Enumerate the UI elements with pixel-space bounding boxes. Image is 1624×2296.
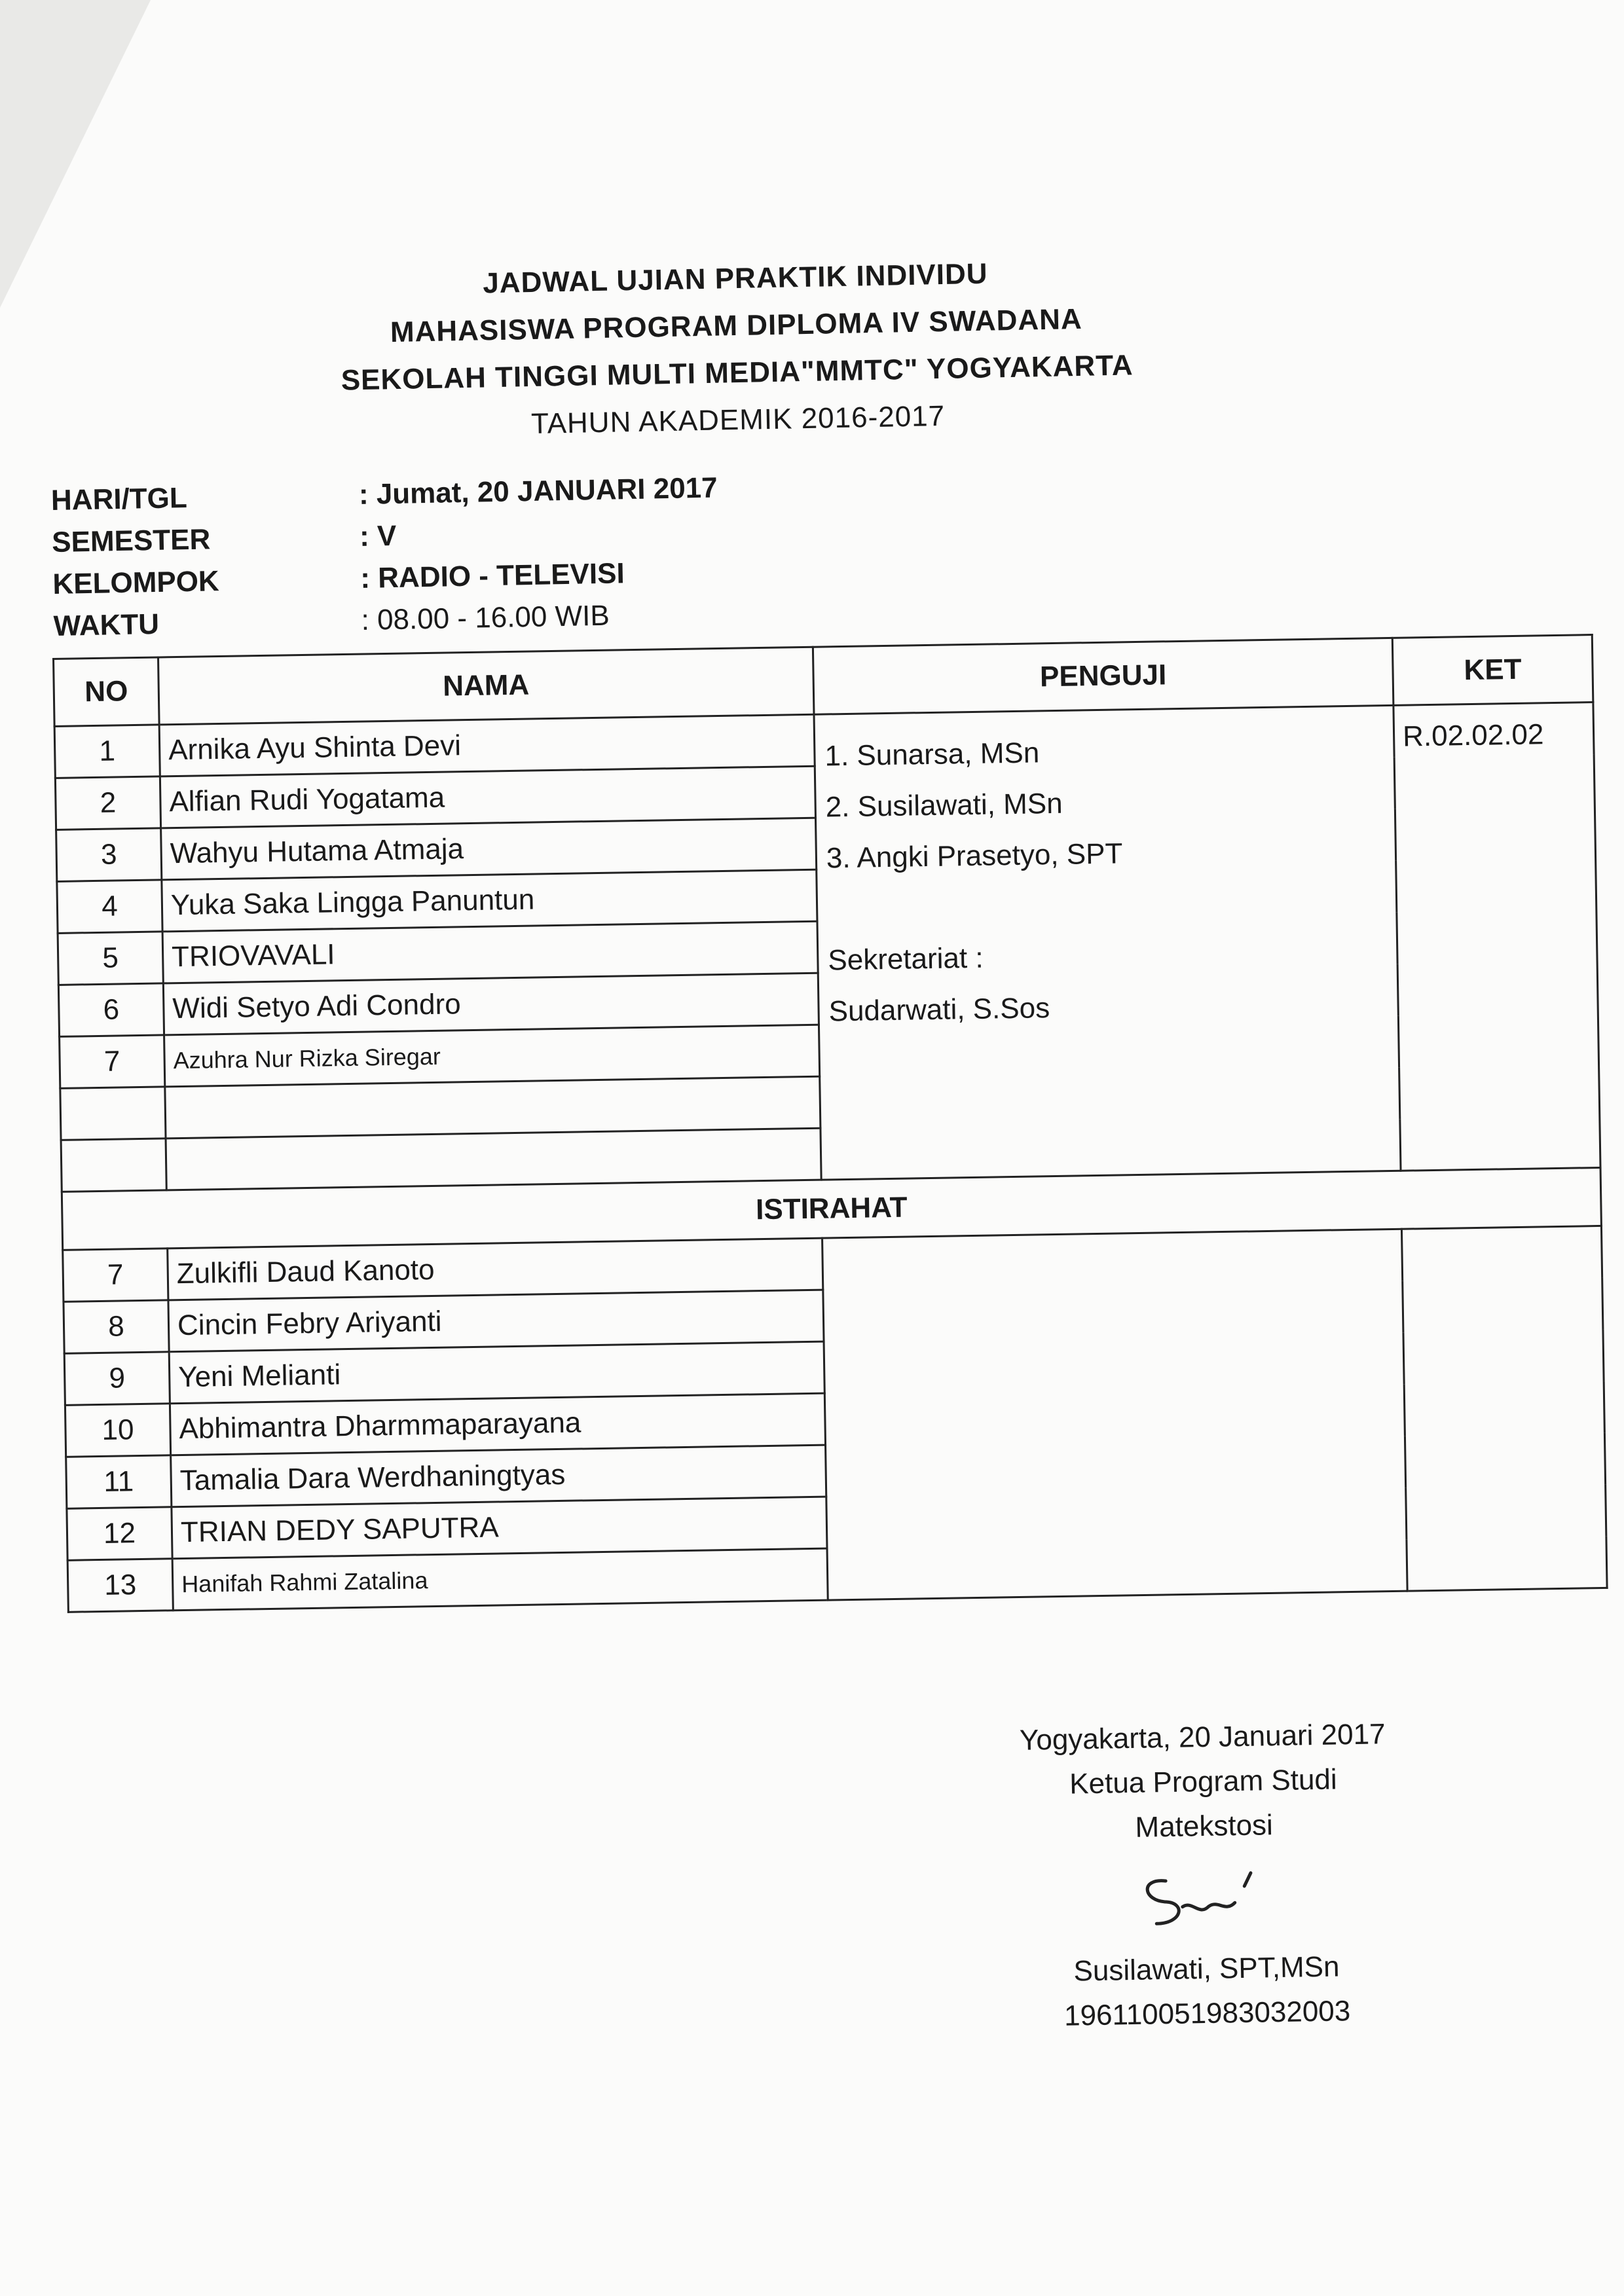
header-ket: KET [1392, 635, 1593, 706]
kelompok-label: KELOMPOK [52, 565, 220, 600]
schedule-table-wrap [52, 634, 1606, 1613]
semester-label: SEMESTER [51, 523, 211, 559]
place-date: Yogyakarta, 20 Januari 2017 [1019, 1718, 1386, 1757]
student-name: Cincin Febry Ariyanti [168, 1290, 824, 1352]
student-name: Alfian Rudi Yogatama [160, 766, 815, 828]
row-number: 4 [57, 880, 162, 934]
row-number: 10 [65, 1404, 170, 1457]
handwritten-signature [969, 1845, 1442, 1952]
signer-role: Ketua Program Studi [1069, 1763, 1338, 1800]
header-line-program: MAHASISWA PROGRAM DIPLOMA IV SWADANA [390, 302, 1083, 349]
signer-program: Matekstosi [1135, 1809, 1274, 1844]
waktu-value: : 08.00 - 16.00 WIB [361, 599, 610, 636]
student-name: Abhimantra Dharmmaparayana [170, 1393, 825, 1455]
row-number: 11 [66, 1455, 172, 1509]
header-line-institution: SEKOLAH TINGGI MULTI MEDIA"MMTC" YOGYAKARTA [341, 349, 1134, 397]
examiners-cell-empty [822, 1229, 1408, 1600]
student-name: TRIAN DEDY SAPUTRA [172, 1497, 827, 1559]
student-name: Widi Setyo Adi Condro [163, 973, 819, 1035]
student-name: Zulkifli Daud Kanoto [168, 1238, 823, 1300]
break-label: ISTIRAHAT [62, 1167, 1601, 1250]
schedule-table [52, 634, 1608, 1613]
folded-corner [0, 0, 151, 308]
row-number: 6 [58, 983, 164, 1037]
ket-cell-empty [1401, 1226, 1607, 1591]
signer-nip: 196110051983032003 [1063, 1995, 1351, 2032]
signature-mark [1120, 1859, 1278, 1941]
student-name: Yuka Saka Lingga Panuntun [162, 869, 817, 932]
document-title: JADWAL UJIAN PRAKTIK INDIVIDU [482, 257, 988, 300]
signer-name: Susilawati, SPT,MSn [1073, 1950, 1340, 1988]
secretariat-name: Sudarwati, S.Sos [828, 992, 1050, 1028]
row-number: 13 [67, 1559, 173, 1613]
row-number: 3 [56, 828, 162, 882]
examiner-2: 2. Susilawati, MSn [825, 787, 1063, 824]
spacer [827, 875, 1387, 935]
info-row-hari [50, 471, 718, 526]
row-number: 2 [55, 776, 160, 830]
info-row-waktu [53, 599, 610, 652]
student-name: Hanifah Rahmi Zatalina [172, 1548, 828, 1611]
empty-cell [61, 1139, 166, 1192]
kelompok-value: : RADIO - TELEVISI [360, 557, 625, 594]
row-number: 5 [58, 932, 163, 985]
header-penguji: PENGUJI [813, 638, 1393, 714]
examiners-cell [814, 705, 1401, 1180]
row-number: 7 [60, 1035, 165, 1089]
row-number: 9 [64, 1352, 170, 1406]
student-name: Wahyu Hutama Atmaja [161, 818, 817, 880]
examiner-1: 1. Sunarsa, MSn [824, 737, 1040, 773]
hari-value: : Jumat, 20 JANUARI 2017 [358, 471, 718, 511]
room-code: R.02.02.02 [1402, 718, 1544, 753]
header-no: NO [54, 657, 160, 727]
info-row-kelompok [52, 557, 625, 610]
document-header [194, 245, 1278, 454]
waktu-label: WAKTU [53, 608, 160, 642]
student-name: Yeni Melianti [169, 1341, 824, 1404]
ket-cell [1393, 702, 1600, 1171]
empty-cell [60, 1087, 166, 1140]
student-name: Azuhra Nur Rizka Siregar [164, 1025, 820, 1087]
semester-value: : V [359, 519, 397, 553]
student-name: Tamalia Dara Werdhaningtyas [171, 1445, 826, 1507]
student-name: Arnika Ayu Shinta Devi [159, 714, 815, 776]
header-nama: NAMA [158, 647, 814, 725]
row-number: 7 [63, 1248, 168, 1302]
header-line-year: TAHUN AKADEMIK 2016-2017 [530, 399, 946, 441]
row-number: 12 [67, 1507, 172, 1561]
row-number: 8 [64, 1300, 169, 1354]
examiner-3: 3. Angki Prasetyo, SPT [826, 837, 1123, 875]
hari-label: HARI/TGL [50, 482, 188, 517]
schedule-info [50, 471, 718, 652]
secretariat-label: Sekretariat : [828, 941, 984, 977]
signature-block [967, 1711, 1443, 2040]
row-number: 1 [54, 725, 160, 778]
student-name: TRIOVAVALI [162, 921, 818, 983]
